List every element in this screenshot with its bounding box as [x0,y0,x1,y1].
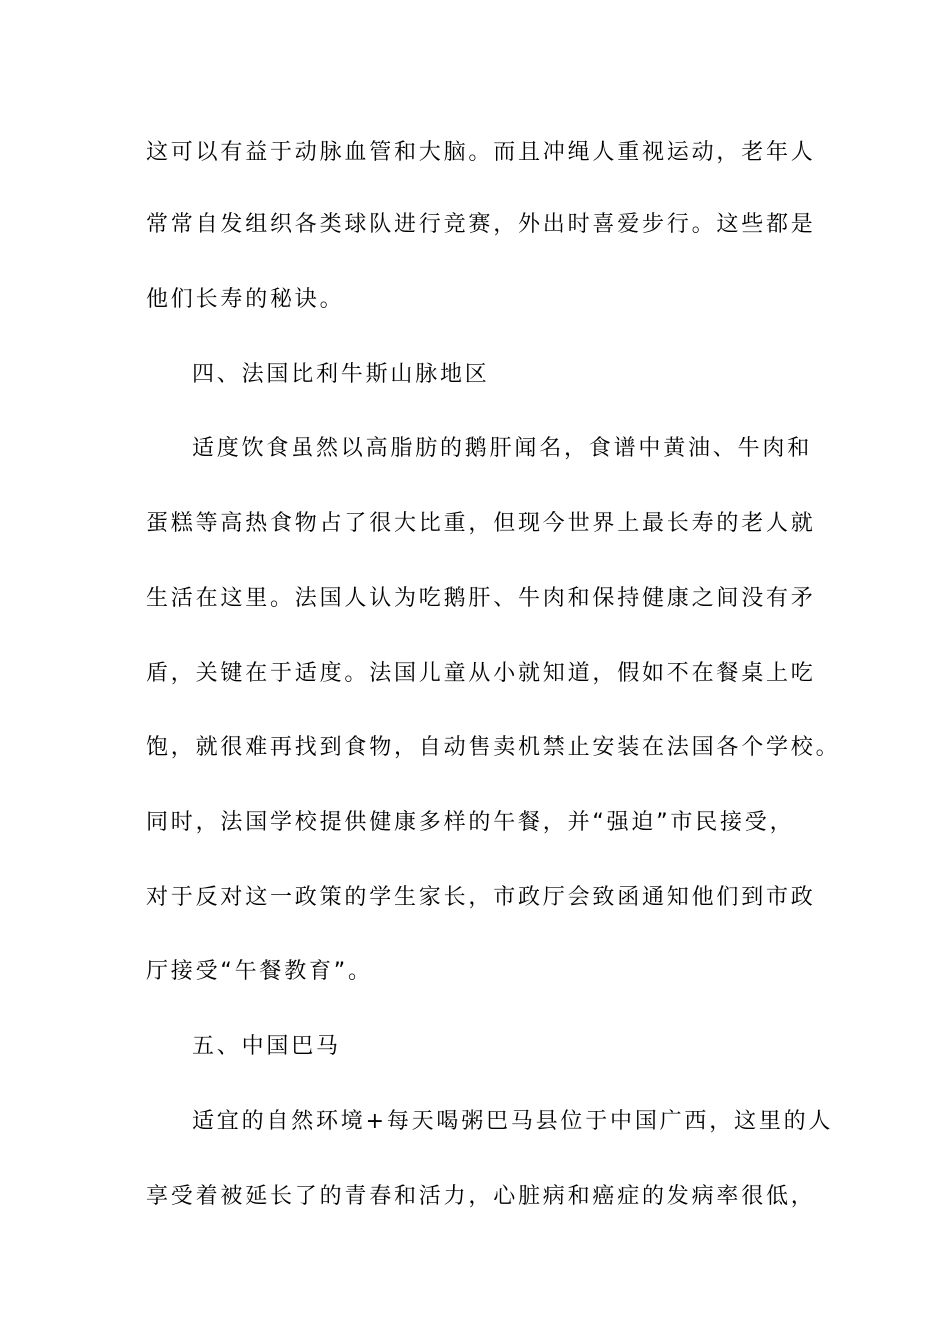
text-line: 适度饮食虽然以高脂肪的鹅肝闻名，食谱中黄油、牛肉和 [192,436,813,461]
text-line: 盾，关键在于适度。法国儿童从小就知道，假如不在餐桌上吃 [146,661,816,686]
text-line: 他们长寿的秘诀。 [146,287,345,312]
section-heading: 四、法国比利牛斯山脉地区 [192,362,490,387]
text-line: 饱，就很难再找到食物，自动售卖机禁止安装在法国各个学校。 [146,735,841,760]
text-line: 蛋糕等高热食物占了很大比重，但现今世界上最长寿的老人就 [146,511,816,536]
text-line: 厅接受“午餐教育”。 [146,959,373,984]
section-heading: 五、中国巴马 [192,1034,341,1059]
text-line: 生活在这里。法国人认为吃鹅肝、牛肉和保持健康之间没有矛 [146,586,816,611]
text-line: 适宜的自然环境+每天喝粥巴马县位于中国广西，这里的人 [192,1109,834,1134]
text-line: 同时，法国学校提供健康多样的午餐，并“强迫”市民接受， [146,810,795,835]
text-line: 对于反对这一政策的学生家长，市政厅会致函通知他们到市政 [146,885,816,910]
text-line: 这可以有益于动脉血管和大脑。而且冲绳人重视运动，老年人 [146,140,816,165]
text-line: 享受着被延长了的青春和活力，心脏病和癌症的发病率很低， [146,1184,816,1209]
text-line: 常常自发组织各类球队进行竞赛，外出时喜爱步行。这些都是 [146,212,816,237]
